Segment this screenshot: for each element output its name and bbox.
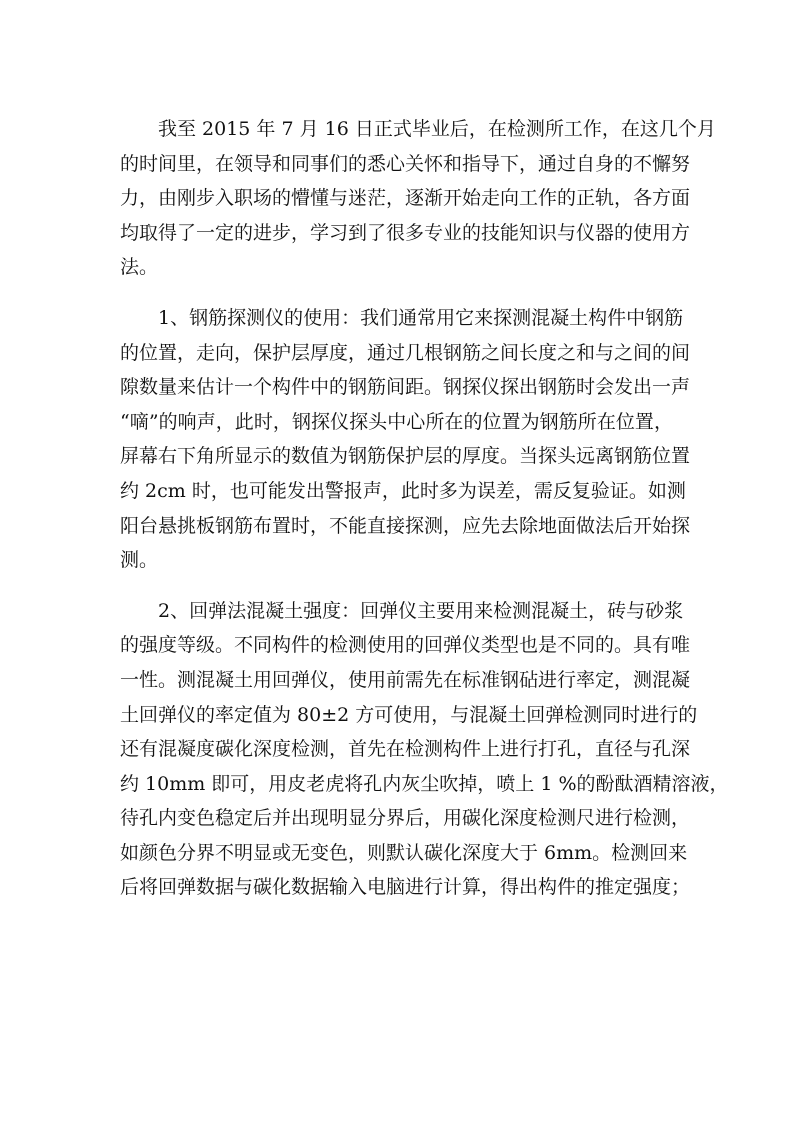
- text-line: 如颜色分界不明显或无变色，则默认碳化深度大于 6mm。检测回来: [120, 841, 688, 864]
- text-line: 均取得了一定的进步，学习到了很多专业的技能知识与仪器的使用方: [120, 221, 691, 244]
- text-line: 一性。测混凝土用回弹仪，使用前需先在标准钢砧进行率定，测混凝: [120, 668, 691, 691]
- paragraph-intro: [120, 112, 716, 285]
- document-body: [120, 112, 729, 921]
- text-line: 的强度等级。不同构件的检测使用的回弹仪类型也是不同的。具有唯: [120, 634, 691, 657]
- text-line: 测。: [120, 549, 159, 572]
- text-line: 隙数量来估计一个构件中的钢筋间距。钢探仪探出钢筋时会发出一声: [120, 376, 691, 399]
- text-line: “嘀”的响声，此时，钢探仪探头中心所在的位置为钢筋所在位置，: [120, 410, 673, 433]
- text-line: 土回弹仪的率定值为 80±2 方可使用，与混凝土回弹检测同时进行的: [120, 703, 698, 726]
- text-line: 后将回弹数据与碳化数据输入电脑进行计算，得出构件的推定强度；: [120, 876, 691, 899]
- text-line: 2、回弹法混凝土强度：回弹仪主要用来检测混凝土，砖与砂浆: [158, 599, 684, 622]
- text-line: 1、钢筋探测仪的使用：我们通常用它来探测混凝土构件中钢筋: [158, 306, 684, 329]
- paragraph-rebar-detector: [120, 301, 691, 578]
- text-line: 阳台悬挑板钢筋布置时，不能直接探测，应先去除地面做法后开始探: [120, 514, 691, 537]
- text-line: 的时间里，在领导和同事们的悉心关怀和指导下，通过自身的不懈努: [120, 152, 691, 175]
- text-line: 还有混凝度碳化深度检测，首先在检测构件上进行打孔，直径与孔深: [120, 738, 691, 761]
- text-line: 的位置，走向，保护层厚度，通过几根钢筋之间长度之和与之间的间: [120, 341, 691, 364]
- text-line: 力，由刚步入职场的懵懂与迷茫，逐渐开始走向工作的正轨，各方面: [120, 187, 691, 210]
- paragraph-rebound-method: [120, 594, 729, 905]
- text-line: 法。: [120, 256, 159, 279]
- text-line: 我至 2015 年 7 月 16 日正式毕业后，在检测所工作，在这几个月: [158, 118, 716, 140]
- text-line: 待孔内变色稳定后并出现明显分界后，用碳化深度检测尺进行检测，: [120, 807, 691, 830]
- text-line: 约 2cm 时，也可能发出警报声，此时多为误差，需反复验证。如测: [120, 479, 686, 502]
- text-line: 屏幕右下角所显示的数值为钢筋保护层的厚度。当探头远离钢筋位置: [120, 445, 691, 468]
- text-line: 约 10mm 即可，用皮老虎将孔内灰尘吹掉，喷上 1 %的酚酞酒精溶液，: [120, 772, 729, 795]
